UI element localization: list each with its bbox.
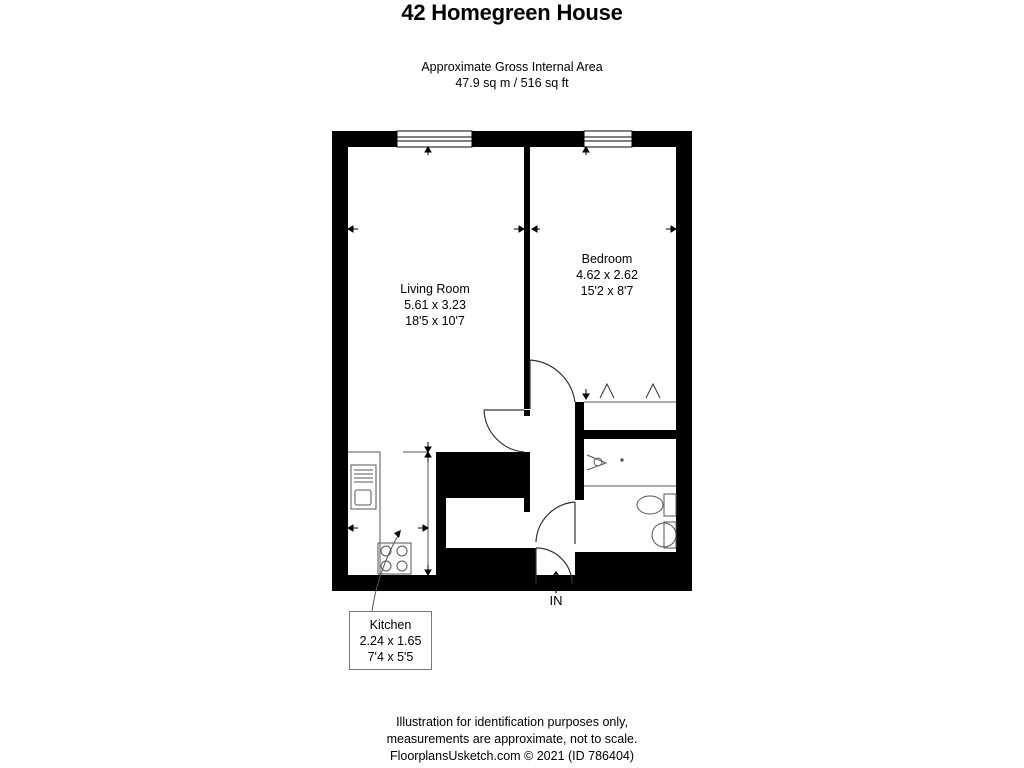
bedroom-name: Bedroom: [581, 252, 633, 266]
kitchen-name: Kitchen: [369, 618, 412, 632]
disclaimer: [0, 714, 1024, 765]
hall-wall-right: [575, 402, 584, 500]
store-inner: [446, 498, 524, 548]
living-room-metric: 5.61 x 3.23: [404, 298, 466, 312]
partition-wall: [524, 147, 530, 409]
bedroom-label: [552, 251, 662, 299]
disclaimer-line-1: Illustration for identification purposes only,: [396, 715, 628, 729]
kitchen-imperial: 7'4 x 5'5: [367, 650, 414, 664]
window-bedroom-icon: [584, 131, 632, 147]
gross-area-value: 47.9 sq m / 516 sq ft: [455, 76, 569, 90]
hall-wall-left: [524, 410, 530, 416]
wardrobe-door-icon: [600, 384, 660, 398]
bedroom-metric: 4.62 x 2.62: [576, 268, 638, 282]
living-room-name: Living Room: [400, 282, 470, 296]
kitchen-label: [349, 611, 432, 670]
plan-title: 42 Homegreen House: [401, 0, 623, 25]
sink-icon: [351, 465, 376, 509]
wardrobe-base-wall: [584, 430, 676, 439]
window-living-icon: [397, 131, 472, 147]
gross-area-label: Approximate Gross Internal Area: [421, 60, 603, 74]
disclaimer-line-2: measurements are approximate, not to scale.: [386, 732, 638, 746]
entry-wall-left: [524, 548, 536, 575]
copyright-line: FloorplansUsketch.com © 2021 (ID 786404): [389, 749, 635, 763]
kitchen-metric: 2.24 x 1.65: [359, 634, 422, 648]
living-room-imperial: 18'5 x 10'7: [405, 314, 465, 328]
washbasin-icon: [652, 522, 676, 548]
living-room-label: [380, 281, 490, 329]
bedroom-imperial: 15'2 x 8'7: [580, 284, 634, 298]
bathroom-bottom-wall: [575, 552, 676, 575]
shower-icon: [584, 455, 676, 486]
toilet-icon: [637, 494, 676, 516]
entrance-label: IN: [549, 593, 563, 608]
